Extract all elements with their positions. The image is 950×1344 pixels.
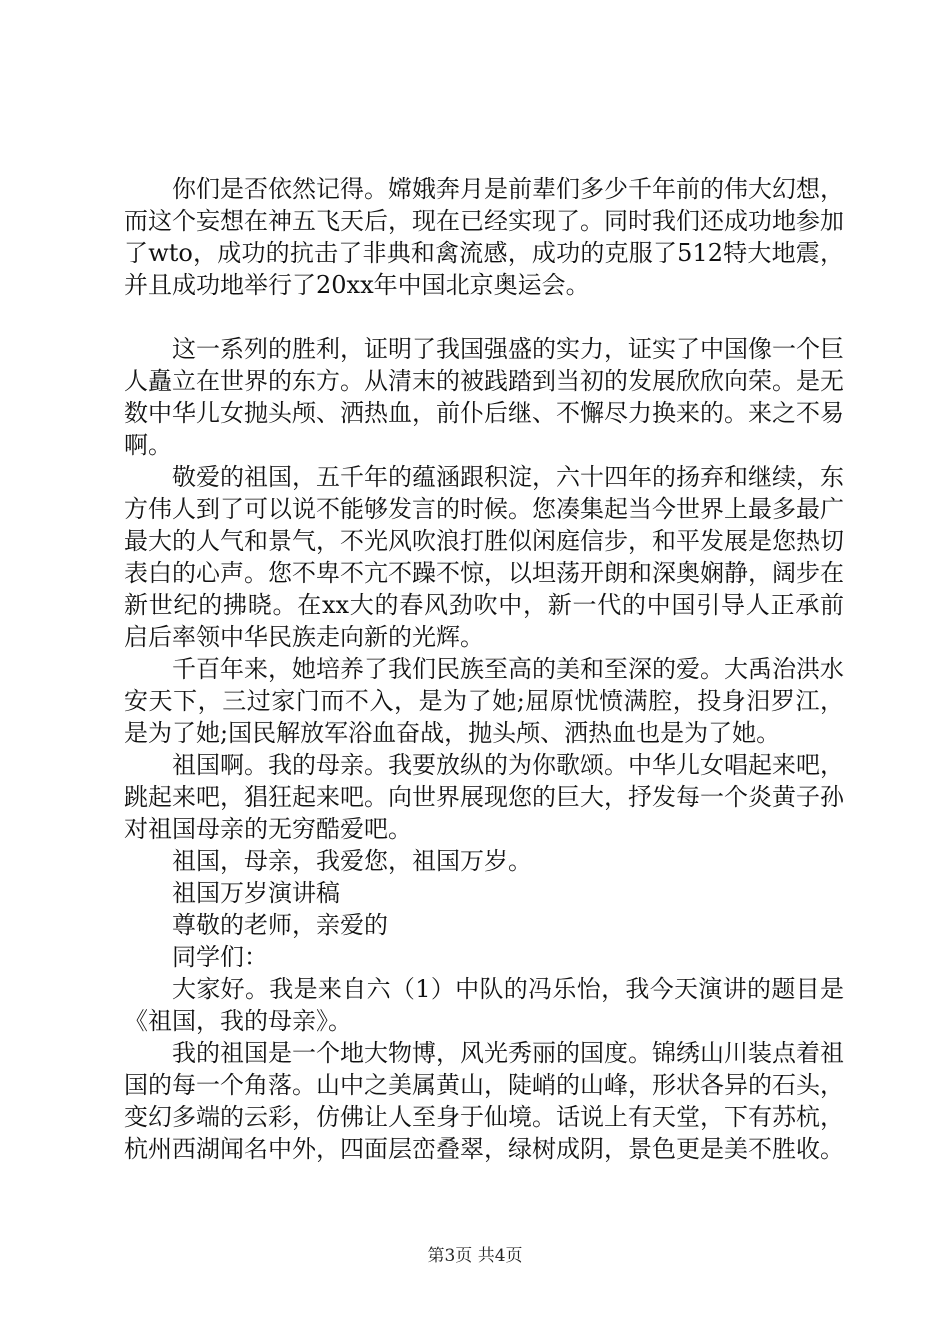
paragraph: 尊敬的老师，亲爱的 <box>172 911 388 939</box>
paragraph: 千百年来，她培养了我们民族至高的美和至深的爱。大禹治洪水安天下，三过家门而不入，是为了她;屈原忧愤满腔，投身汨罗江，是为了她;国民解放军浴血奋战，抛头颅、洒热血也是为了她。 <box>124 655 844 747</box>
paragraph: 这一系列的胜利，证明了我国强盛的实力，证实了中国像一个巨人矗立在世界的东方。从清末的被践踏到当初的发展欣欣向荣。是无数中华儿女抛头颅、洒热血，前仆后继、不懈尽力换来的。来之不易啊。 <box>124 335 844 459</box>
paragraph: 大家好。我是来自六（1）中队的冯乐怡，我今天演讲的题目是《祖国，我的母亲》。 <box>124 975 844 1035</box>
paragraph: 敬爱的祖国，五千年的蕴涵跟积淀，六十四年的扬弃和继续，东方伟人到了可以说不能够发言的时候。您凑集起当今世界上最多最广最大的人气和景气，不光风吹浪打胜似闲庭信步，和平发展是您热切表白的心声。您不卑不亢不躁不惊，以坦荡开朗和深奥娴静，阔步在新世纪的拂晓。在xx大的春风劲吹中，新一代的中国引导人正承前启后率领中华民族走向新的光辉。 <box>124 463 844 651</box>
paragraph: 我的祖国是一个地大物博，风光秀丽的国度。锦绣山川装点着祖国的每一个角落。山中之美属黄山，陡峭的山峰，形状各异的石头，变幻多端的云彩，仿佛让人至身于仙境。话说上有天堂，下有苏杭，杭州西湖闻名中外，四面层峦叠翠，绿树成阴，景色更是美不胜收。 <box>124 1039 844 1163</box>
paragraph: 同学们： <box>172 943 268 971</box>
paragraph: 祖国啊。我的母亲。我要放纵的为你歌颂。中华儿女唱起来吧，跳起来吧，猖狂起来吧。向世界展现您的巨大，抒发每一个炎黄子孙对祖国母亲的无穷酷爱吧。 <box>124 751 844 843</box>
document-body <box>124 173 844 1165</box>
paragraph: 祖国万岁演讲稿 <box>172 879 340 907</box>
page-footer: 第3页 共4页 <box>427 1246 523 1266</box>
paragraph: 你们是否依然记得。嫦娥奔月是前辈们多少千年前的伟大幻想，而这个妄想在神五飞天后，现在已经实现了。同时我们还成功地参加了wto，成功的抗击了非典和禽流感，成功的克服了512特大地震，并且成功地举行了20xx年中国北京奥运会。 <box>124 175 844 299</box>
paragraph: 祖国，母亲，我爱您，祖国万岁。 <box>172 847 532 875</box>
